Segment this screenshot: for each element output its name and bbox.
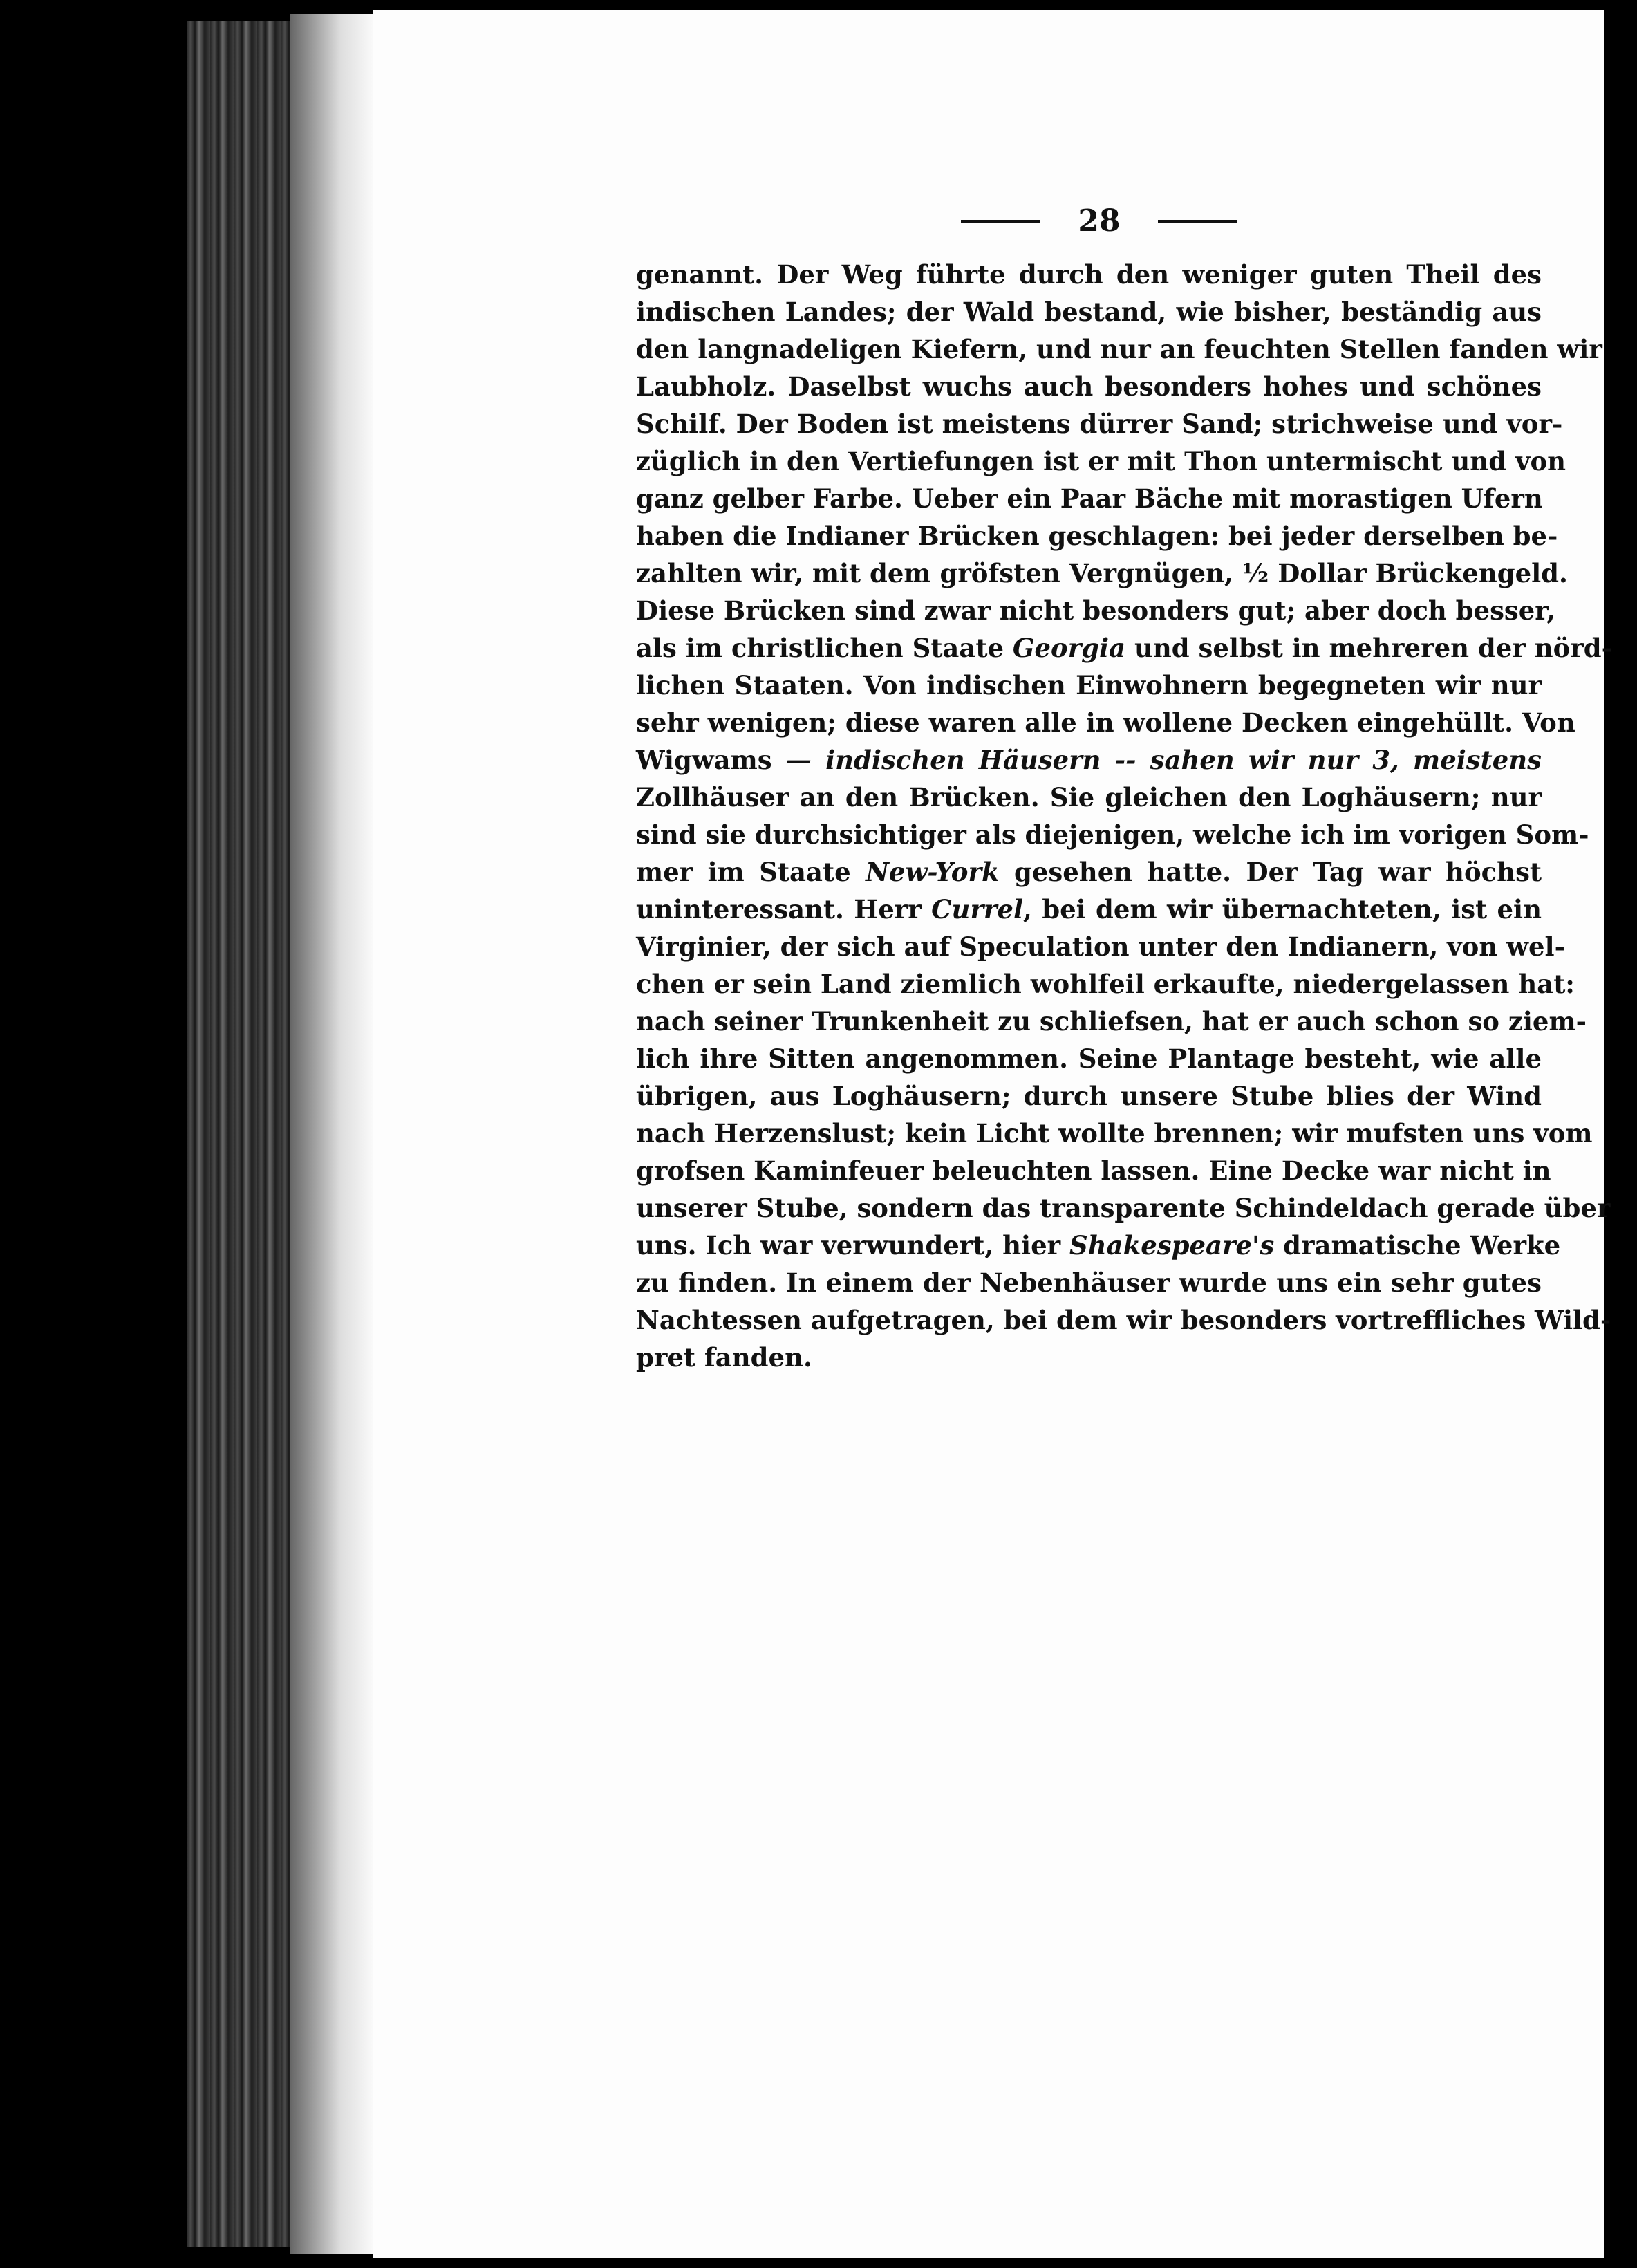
text-segment: Laubholz. Daselbst wuchs auch besonders hohes und schönes — [636, 371, 1542, 402]
text-segment: zahlten wir, mit dem gröfsten Vergnügen, ½ Dollar Brückengeld. — [636, 558, 1568, 588]
text-segment: als im christlichen Staate — [636, 633, 1013, 663]
text-line — [636, 592, 1555, 629]
body-text — [636, 256, 1612, 1376]
text-line — [636, 331, 1602, 368]
text-segment: zu finden. In einem der Nebenhäuser wurde uns ein sehr gutes — [636, 1267, 1542, 1298]
text-segment: uns. Ich war verwundert, hier — [636, 1230, 1070, 1261]
text-line — [636, 741, 1542, 779]
text-segment: gesehen hatte. Der Tag war höchst — [999, 857, 1542, 887]
text-segment: Virginier, der sich auf Speculation unter den Indianern, von wel- — [636, 931, 1565, 962]
text-line — [636, 779, 1542, 816]
text-line — [636, 704, 1575, 741]
text-segment: mer im Staate — [636, 857, 866, 887]
text-segment: dramatische Werke — [1274, 1230, 1561, 1261]
text-line — [636, 891, 1542, 928]
text-line — [636, 1227, 1561, 1264]
text-line — [636, 853, 1542, 891]
text-segment: , bei dem wir übernachteten, ist ein — [1023, 894, 1542, 924]
text-line — [636, 965, 1575, 1003]
text-segment: genannt. Der Weg führte durch den weniger guten Theil des — [636, 259, 1542, 290]
text-line — [636, 629, 1612, 667]
page-header — [961, 201, 1237, 242]
text-line — [636, 517, 1558, 555]
text-line — [636, 667, 1542, 704]
text-line — [636, 293, 1542, 331]
text-segment: unserer Stube, sondern das transparente Schindeldach gerade über — [636, 1193, 1611, 1223]
text-segment: ganz gelber Farbe. Ueber ein Paar Bäche mit morastigen Ufern — [636, 483, 1543, 514]
text-segment: den langnadeligen Kiefern, und nur an feuchten Stellen fanden wir — [636, 334, 1602, 364]
text-line — [636, 1040, 1542, 1077]
text-line — [636, 816, 1589, 853]
text-line — [636, 480, 1542, 517]
text-line — [636, 1003, 1587, 1040]
italic-text: — indischen Häusern -- sahen wir nur 3, meistens — [771, 745, 1542, 775]
italic-text: Shakespeare's — [1069, 1230, 1275, 1261]
italic-text: Georgia — [1012, 633, 1126, 663]
scan-border — [1604, 0, 1637, 2268]
text-line — [636, 1115, 1593, 1152]
text-line — [636, 256, 1542, 293]
text-line — [636, 1301, 1611, 1339]
text-segment: Wigwams — [636, 745, 772, 775]
text-line — [636, 368, 1542, 405]
text-segment: und selbst in mehreren der nörd- — [1125, 633, 1612, 663]
italic-text: Currel — [931, 894, 1024, 924]
text-line — [636, 443, 1566, 480]
text-line — [636, 405, 1563, 443]
text-line — [636, 1189, 1611, 1227]
text-segment: Zollhäuser an den Brücken. Sie gleichen den Loghäusern; nur — [636, 782, 1542, 812]
text-segment: pret fanden. — [636, 1342, 812, 1373]
text-segment: nach seiner Trunkenheit zu schliefsen, hat er auch schon so ziem- — [636, 1006, 1587, 1037]
page-gutter — [290, 14, 373, 2254]
text-segment: Diese Brücken sind zwar nicht besonders gut; aber doch besser, — [636, 595, 1555, 626]
text-segment: nach Herzenslust; kein Licht wollte brennen; wir mufsten uns vom — [636, 1118, 1593, 1149]
text-line — [636, 555, 1568, 592]
text-line — [636, 1077, 1542, 1115]
text-line — [636, 928, 1565, 965]
header-rule-left — [961, 220, 1040, 223]
text-segment: Schilf. Der Boden ist meistens dürrer Sand; strichweise und vor- — [636, 409, 1563, 439]
text-segment: züglich in den Vertiefungen ist er mit Thon untermischt und von — [636, 446, 1566, 476]
text-segment: lichen Staaten. Von indischen Einwohnern begegneten wir nur — [636, 670, 1542, 700]
text-segment: lich ihre Sitten angenommen. Seine Plantage besteht, wie alle — [636, 1043, 1542, 1074]
page-number: 28 — [1078, 203, 1121, 239]
text-line — [636, 1339, 1542, 1376]
text-segment: grofsen Kaminfeuer beleuchten lassen. Eine Decke war nicht in — [636, 1155, 1551, 1186]
text-line — [636, 1152, 1551, 1189]
text-segment: indischen Landes; der Wald bestand, wie bisher, beständig aus — [636, 297, 1542, 327]
text-segment: sind sie durchsichtiger als diejenigen, welche ich im vorigen Som- — [636, 819, 1589, 850]
text-segment: übrigen, aus Loghäusern; durch unsere Stube blies der Wind — [636, 1081, 1542, 1111]
text-segment: haben die Indianer Brücken geschlagen: bei jeder derselben be- — [636, 521, 1558, 551]
text-segment: Nachtessen aufgetragen, bei dem wir besonders vortreffliches Wild- — [636, 1305, 1611, 1335]
header-rule-right — [1158, 220, 1237, 223]
text-segment: chen er sein Land ziemlich wohlfeil erkaufte, niedergelassen hat: — [636, 969, 1575, 999]
text-segment: sehr wenigen; diese waren alle in wollene Decken eingehüllt. Von — [636, 707, 1575, 738]
text-segment: uninteressant. Herr — [636, 894, 932, 924]
italic-text: New-York — [866, 857, 1000, 887]
text-line — [636, 1264, 1542, 1301]
